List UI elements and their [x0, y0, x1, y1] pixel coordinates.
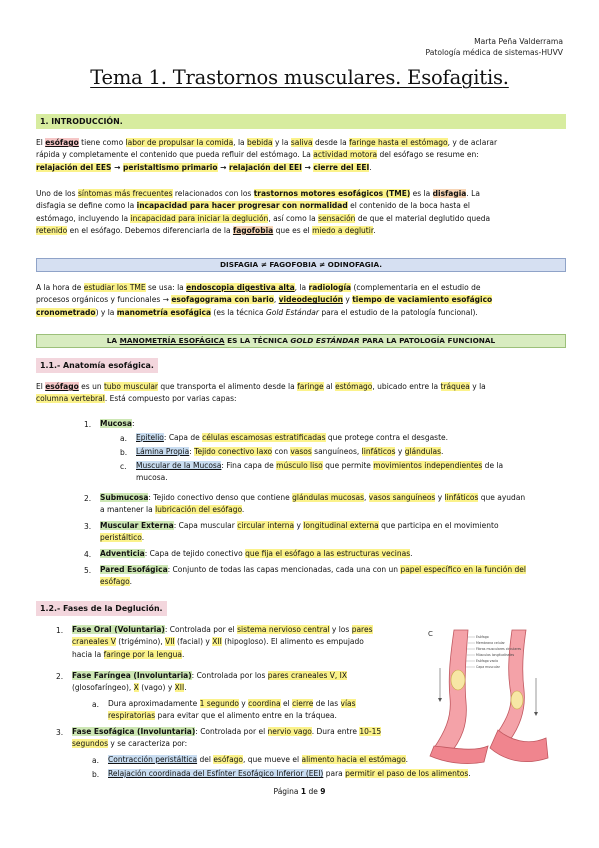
course-name: Patología médica de sistemas-HUVV [425, 48, 563, 57]
page-title: Tema 1. Trastornos musculares. Esofagitis. [90, 66, 509, 89]
list-item-lamina-propia: Lámina Propia: Tejido conectivo laxo con vasos sanguíneos, linfáticos y glándulas. [136, 447, 444, 456]
list-item-fase-esofagica-a: Contracción peristáltica del esófago, que mueve el alimento hacia el estómago. [108, 755, 409, 764]
list-item-fase-faringea: Fase Faríngea (Involuntaria): Controlada por los pares craneales V, IX (glosofaríngeo), X (vago) y XII. [72, 671, 347, 693]
study-paragraph: A la hora de estudiar los TME se usa: la endoscopia digestiva alta, la radiología (complementaria en el estudio de procesos orgánicos y funcionales → esofagograma con bario, videodeglución y tiempo de vaciamiento esofágico cronometrado) y la manometría esofágica (es la técnica Gold Estándar para el estudio de la patología funcional). [36, 283, 493, 317]
fig-label: Esófago vacío [476, 659, 499, 663]
list-number: 5. [84, 566, 92, 575]
list-letter: a. [92, 756, 99, 765]
list-item-muscular-externa: Muscular Externa: Capa muscular circular interna y longitudinal externa que participa en el movimiento peristáltico. [100, 521, 499, 543]
list-number: 2. [84, 494, 92, 503]
list-letter: b. [92, 770, 100, 779]
list-item-fase-esofagica-b: Relajación coordinada del Esfínter Esofágico Inferior (EEI) para permitir el paso de los alimentos. [108, 769, 471, 778]
list-number: 1. [56, 626, 64, 635]
list-number: 3. [84, 522, 92, 531]
list-item-fase-faringea-a: Dura aproximadamente 1 segundo y coordina el cierre de las vías respiratorias para evitar que el alimento entre en la tráquea. [108, 699, 356, 721]
fig-label: Esófago [476, 635, 489, 639]
list-number: 4. [84, 550, 92, 559]
intro-paragraph-2: Uno de los síntomas más frecuentes relacionados con los trastornos motores esofágicos (TME) es la disfagia. La disfagia se define como la incapacidad para hacer progresar con normalidad el contenido de la boca hasta el estómago, incluyendo la incapacidad para iniciar la deglución, así como la sensación de que el material deglutido queda retenido en el esófago. Debemos diferenciarla de la fagofobia que es el miedo a deglutir. [36, 189, 491, 235]
author-name: Marta Peña Valderrama [474, 37, 563, 46]
section-heading-anatomia: 1.1.- Anatomía esofágica. [36, 358, 158, 373]
callout-disfagia: DISFAGIA ≠ FAGOFOBIA ≠ ODINOFAGIA. [36, 258, 566, 272]
list-item-submucosa: Submucosa: Tejido conectivo denso que contiene glándulas mucosas, vasos sanguíneos y linfáticos que ayudan a mantener la lubricación del esófago. [100, 493, 526, 515]
esophagus-illustration [424, 628, 552, 766]
anatomy-paragraph: El esófago es un tubo muscular que transporta el alimento desde la faringe al estómago, ubicado entre la tráquea y la columna vertebral. Está compuesto por varias capas: [36, 382, 486, 404]
callout-manometria: LA MANOMETRÍA ESOFÁGICA ES LA TÉCNICA GOLD ESTÁNDAR PARA LA PATOLOGÍA FUNCIONAL [36, 334, 566, 348]
section-heading-fases: 1.2.- Fases de la Deglución. [36, 601, 167, 616]
figure-letter: C [428, 630, 433, 638]
page-footer: Página 1 de 9 [273, 787, 326, 796]
list-letter: c. [120, 462, 127, 471]
section-heading-introduccion: 1. INTRODUCCIÓN. [36, 114, 566, 129]
esophagus-drawing [424, 628, 552, 766]
list-item-muscular-mucosa: Muscular de la Mucosa: Fina capa de músculo liso que permite movimientos independientes de la mucosa. [136, 461, 504, 483]
list-item-fase-esofagica: Fase Esofágica (Involuntaria): Controlada por el nervio vago. Dura entre 10-15 segundos y se caracteriza por: [72, 727, 382, 749]
list-item-adventicia: Adventicia: Capa de tejido conectivo que fija el esófago a las estructuras vecinas. [100, 549, 413, 558]
intro-paragraph-1: El esófago tiene como labor de propulsar la comida, la bebida y la saliva desde la faringe hasta el estómago, y de aclarar rápida y completamente el contenido que pueda refluir del estómago. La actividad motora del esófago se resume en: relajación del EES → peristaltismo primario → relajación del EEI → cierre del EEI. [36, 138, 498, 172]
list-item-epitelio: Epitelio: Capa de células escamosas estratificadas que protege contra el desgaste. [136, 433, 449, 442]
list-item-fase-oral: Fase Oral (Voluntaria): Controlada por el sistema nervioso central y los pares craneales V (trigémino), VII (facial) y XII (hipogloso). El alimento es empujado hacia la faringe por la lengua. [72, 625, 373, 659]
fig-label: Membrana celular [476, 641, 505, 645]
fig-label: Fibras musculares circulares [476, 647, 522, 651]
fig-label: Capa muscular [476, 665, 500, 669]
list-item-pared: Pared Esofágica: Conjunto de todas las capas mencionadas, cada una con un papel específico en la función del esófago. [100, 565, 526, 587]
list-letter: a. [120, 434, 127, 443]
fig-label: Músculos longitudinales [476, 653, 515, 657]
list-item-mucosa: Mucosa: [100, 419, 135, 428]
list-number: 2. [56, 672, 64, 681]
list-number: 3. [56, 728, 64, 737]
list-number: 1. [84, 420, 92, 429]
list-letter: b. [120, 448, 128, 457]
list-letter: a. [92, 700, 99, 709]
header-block [426, 36, 564, 58]
